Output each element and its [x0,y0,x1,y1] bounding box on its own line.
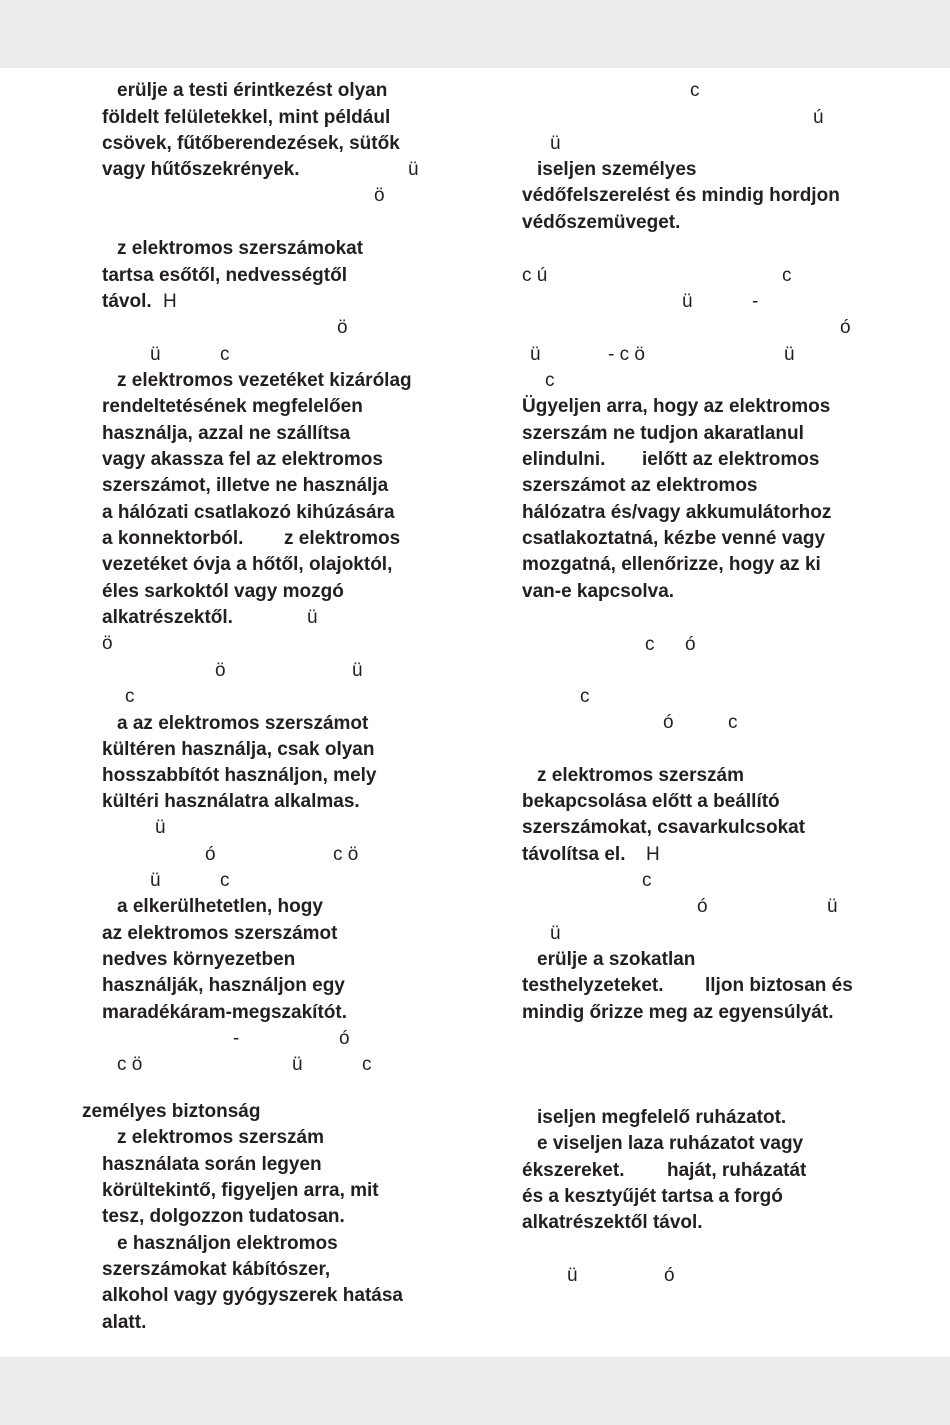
left-text-line: c [220,870,230,891]
right-text-line: bekapcsolása előtt a beállító [522,791,780,812]
right-text-line: szerszámot az elektromos [522,475,758,496]
right-text-line: c [545,370,555,391]
right-text-line: lljon biztosan és [705,975,853,996]
right-text-line: szerszám ne tudjon akaratlanul [522,423,804,444]
left-text-line: ü [352,660,363,681]
right-text-line: ü [567,1265,578,1286]
left-text-line: földelt felületekkel, mint például [102,107,391,128]
right-text-line: szerszámokat, csavarkulcsokat [522,817,806,838]
right-text-line: c [642,870,652,891]
left-text-line: e használjon elektromos [117,1233,338,1254]
left-text-line: vagy hűtőszekrények. [102,159,300,180]
left-text-line: z elektromos [284,528,401,549]
right-text-line: mindig őrizze meg az egyensúlyát. [522,1002,834,1023]
right-text-line: ú [813,107,824,128]
left-text-line: ö [337,317,348,338]
right-text-line: c [580,686,590,707]
left-text-line: a konnektorból. [102,528,244,549]
right-text-line: haját, ruházatát [667,1160,807,1181]
left-text-line: H [163,291,177,312]
left-text-line: tesz, dolgozzon tudatosan. [102,1206,345,1227]
right-text-line: ó [840,317,851,338]
left-text-line: ü [408,159,419,180]
right-text-line: z elektromos szerszám [537,765,744,786]
left-text-line: c ö [117,1054,143,1075]
left-text-line: az elektromos szerszámot [102,923,338,944]
right-text-line: c [645,634,655,655]
left-text-line: z elektromos vezetéket kizárólag [117,370,412,391]
right-text-line: csatlakoztatná, kézbe venné vagy [522,528,826,549]
left-text-line: - [233,1028,240,1049]
left-text-line: ö [374,185,385,206]
left-text-line: használják, használjon egy [102,975,345,996]
left-text-line: a hálózati csatlakozó kihúzására [102,502,395,523]
left-text-line: körültekintő, figyeljen arra, mit [102,1180,379,1201]
right-text-line: - [752,291,759,312]
left-text-line: z elektromos szerszámokat [117,238,364,259]
right-text-line: H [646,844,660,865]
right-text-line: ü [827,896,838,917]
right-text-line: és a kesztyűjét tartsa a forgó [522,1186,783,1207]
top-margin-band [0,0,950,68]
right-text-line: ü [784,344,795,365]
right-text-line: e viseljen laza ruházatot vagy [537,1133,804,1154]
left-text-line: ü [292,1054,303,1075]
left-text-line: ö [215,660,226,681]
right-text-line: ó [697,896,708,917]
left-text-line: c [362,1054,372,1075]
left-text-line: ö [102,633,113,654]
right-text-line: ó [685,634,696,655]
right-text-line: - c ö [608,344,645,365]
right-text-line: testhelyzeteket. [522,975,664,996]
left-text-line: maradékáram-megszakítót. [102,1002,347,1023]
right-text-line: ó [664,1265,675,1286]
left-text-line: ü [150,344,161,365]
right-text-line: elindulni. [522,449,606,470]
left-text-line: használata során legyen [102,1154,322,1175]
left-text-line: zemélyes biztonság [82,1101,261,1122]
left-text-line: ü [155,817,166,838]
right-text-line: Ügyeljen arra, hogy az elektromos [522,396,831,417]
left-text-line: alkatrészektől. [102,607,233,628]
right-text-line: van-e kapcsolva. [522,581,675,602]
left-text-line: erülje a testi érintkezést olyan [117,80,388,101]
left-text-line: c ö [333,844,359,865]
left-text-line: távol. [102,291,152,312]
left-text-line: c [220,344,230,365]
left-text-line: alkohol vagy gyógyszerek hatása [102,1285,403,1306]
left-text-line: hosszabbítót használjon, mely [102,765,377,786]
left-text-line: használja, azzal ne szállítsa [102,423,351,444]
bottom-margin-band [0,1357,950,1425]
right-text-line: c ú [522,265,548,286]
left-text-line: szerszámot, illetve ne használja [102,475,389,496]
left-text-line: z elektromos szerszám [117,1127,324,1148]
right-text-line: távolítsa el. [522,844,626,865]
right-text-line: c [690,80,700,101]
right-text-line: iseljen személyes [537,159,697,180]
left-text-line: kültéri használatra alkalmas. [102,791,360,812]
right-text-line: hálózatra és/vagy akkumulátorhoz [522,502,832,523]
right-text-line: mozgatná, ellenőrizze, hogy az ki [522,554,821,575]
right-text-line: ü [530,344,541,365]
right-text-line: ékszereket. [522,1160,625,1181]
left-text-line: rendeltetésének megfelelően [102,396,363,417]
left-text-line: ü [150,870,161,891]
right-text-line: ielőtt az elektromos [642,449,820,470]
right-text-line: alkatrészektől távol. [522,1212,703,1233]
left-text-line: szerszámokat kábítószer, [102,1259,331,1280]
right-text-line: ü [682,291,693,312]
right-text-line: erülje a szokatlan [537,949,696,970]
left-text-line: éles sarkoktól vagy mozgó [102,581,344,602]
left-text-line: c [125,686,135,707]
right-text-line: ü [550,923,561,944]
left-text-line: nedves környezetben [102,949,296,970]
right-text-line: iseljen megfelelő ruházatot. [537,1107,787,1128]
left-text-line: kültéren használja, csak olyan [102,739,375,760]
left-text-line: csövek, fűtőberendezések, sütők [102,133,400,154]
right-text-line: c [728,712,738,733]
right-text-line: c [782,265,792,286]
left-text-line: ó [339,1028,350,1049]
left-text-line: alatt. [102,1312,147,1333]
left-text-line: ó [205,844,216,865]
left-text-line: tartsa esőtől, nedvességtől [102,265,347,286]
left-text-line: vagy akassza fel az elektromos [102,449,383,470]
left-text-line: a az elektromos szerszámot [117,713,369,734]
left-text-line: vezetéket óvja a hőtől, olajoktól, [102,554,393,575]
right-text-line: ó [663,712,674,733]
right-text-line: ü [550,133,561,154]
left-text-line: ü [307,607,318,628]
right-text-line: védőfelszerelést és mindig hordjon [522,185,840,206]
left-text-line: a elkerülhetetlen, hogy [117,896,323,917]
right-text-line: védőszemüveget. [522,212,681,233]
